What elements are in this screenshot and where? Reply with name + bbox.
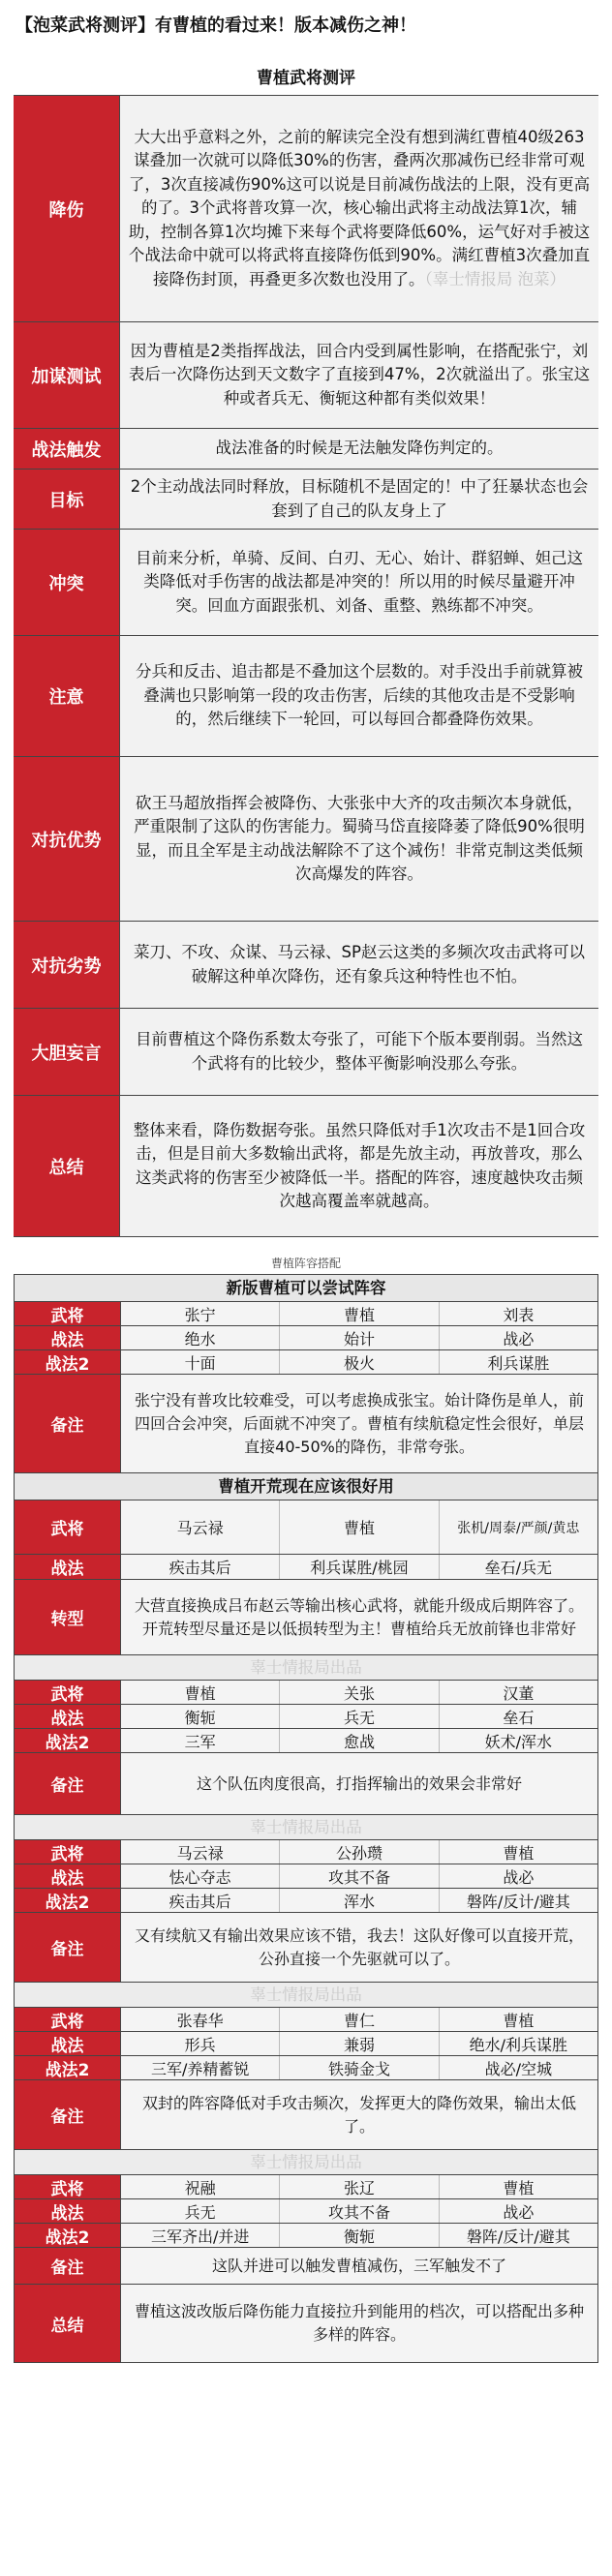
cell: 极火 [280, 1350, 439, 1374]
note-text: 这队并进可以触发曹植减伤，三军触发不了 [211, 2256, 506, 2275]
review-row [14, 1096, 598, 1237]
cell: 曹植 [503, 2178, 535, 2197]
lineup-row-generals [15, 1302, 597, 1326]
cell: 疾击其后 [121, 1889, 280, 1912]
row-text-body: 砍王马超放指挥会被降伤、大张张中大齐的攻击频次本身就低，严重限制了这队的伤害能力。蜀骑马岱直接降萎了降低90%很明显，而且全军是主动战法解除不了这个减伤！非常克制这类低频次高爆发的阵容。 [134, 793, 585, 883]
cell: 张春华 [121, 2008, 280, 2031]
row-label: 战法2 [15, 1889, 121, 1912]
cell: 磐阵/反计/避其 [466, 2227, 570, 2246]
row-text [120, 429, 598, 469]
post-title: 【泡菜武将测评】有曹植的看过来！版本减伤之神！ [15, 15, 416, 36]
lineup-row-note [15, 1913, 597, 1983]
row-label: 武将 [15, 1500, 121, 1554]
review-table [14, 95, 598, 1237]
cell: 关张 [280, 1681, 439, 1704]
cell: 浑水 [280, 1889, 439, 1912]
cell: 绝水 [121, 1326, 280, 1349]
watermark-text: （辜士情报局 泡菜） [424, 269, 566, 288]
lineup-row-skill [15, 2032, 597, 2056]
cell: 衡轭 [121, 1705, 280, 1728]
review-row [14, 530, 598, 636]
cell: 张宁 [121, 1302, 280, 1325]
review-title: 曹植武将测评 [257, 69, 355, 88]
lineup-row-skill [15, 1705, 597, 1729]
row-label: 对抗优势 [14, 757, 120, 921]
cell: 攻其不备 [280, 2199, 439, 2223]
row-text [120, 470, 598, 529]
row-label: 武将 [15, 1681, 121, 1704]
row-label: 战法2 [15, 1350, 121, 1374]
cell: 妖术/浑水 [484, 1732, 553, 1751]
cell: 公孙瓒 [280, 1840, 439, 1864]
cell: 磐阵/反计/避其 [466, 1892, 570, 1911]
watermark-band: 辜士情报局出品 [15, 1655, 597, 1681]
lineup-row-generals [15, 1500, 597, 1555]
row-text-body: 整体来看，降伤数据夸张。虽然只降低对手1次攻击不是1回合攻击，但是目前大多数输出武将，都是先放主动，再放普攻，那么这类武将的伤害至少被降低一半。搭配的阵容，速度越快攻击频次越高覆盖率就越高。 [133, 1120, 586, 1210]
cell: 曹植 [280, 1500, 439, 1554]
lineup-row-transform [15, 1580, 597, 1655]
watermark-band: 辜士情报局出品 [15, 1983, 597, 2008]
cell: 曹植 [280, 1302, 439, 1325]
lineup-title: 新版曹植可以尝试阵容 [15, 1275, 597, 1302]
lineup-row-note [15, 1375, 597, 1473]
review-row [14, 757, 598, 922]
cell: 十面 [121, 1350, 280, 1374]
row-label: 备注 [15, 1753, 121, 1814]
review-row [14, 636, 598, 757]
cell: 疾击其后 [121, 1555, 280, 1579]
cell: 曹植 [503, 2011, 535, 2030]
review-row [14, 1009, 598, 1096]
lineup-row-skill2 [15, 2224, 597, 2248]
cell: 曹植 [121, 1681, 280, 1704]
review-row [14, 96, 598, 322]
review-row [14, 470, 598, 530]
lineup-row-skill [15, 2199, 597, 2224]
review-row [14, 322, 598, 429]
watermark-band: 辜士情报局出品 [15, 1815, 597, 1840]
lineup-row-skill2 [15, 1889, 597, 1913]
row-text-body: 分兵和反击、追击都是不叠加这个层数的。对手没出手前就算被叠满也只影响第一段的攻击伤害，后续的其他攻击是不受影响的，然后继续下一轮回，可以每回合都叠降伤效果。 [136, 662, 583, 729]
row-label: 战法2 [15, 1729, 121, 1752]
lineup-row-skill2 [15, 1729, 597, 1753]
lineup-row-generals [15, 1681, 597, 1705]
row-label: 大胆妄言 [14, 1009, 120, 1095]
row-label: 战法2 [15, 2224, 121, 2247]
cell: 三军 [121, 1729, 280, 1752]
row-text-body: 菜刀、不攻、众谋、马云禄、SP赵云这类的多频次攻击武将可以破解这种单次降伤，还有象兵这种特性也不怕。 [134, 943, 585, 985]
row-text-body: 2个主动战法同时释放，目标随机不是固定的！中了狂暴状态也会套到了自己的队友身上了 [130, 477, 589, 520]
lineup-title: 曹植开荒现在应该很好用 [15, 1473, 597, 1500]
lineup-row-note [15, 2080, 597, 2150]
summary-text: 曹植这波改版后降伤能力直接拉升到能用的档次，可以搭配出多种多样的阵容。 [134, 2302, 584, 2344]
row-label: 总结 [14, 1096, 120, 1236]
row-label: 战法 [15, 1326, 121, 1349]
note-text: 这个队伍肉度很高，打指挥输出的效果会非常好 [196, 1773, 522, 1793]
row-text [120, 1096, 598, 1236]
row-text [120, 1009, 598, 1095]
cell: 战必 [503, 1867, 535, 1887]
lineup-row-generals [15, 1840, 597, 1864]
cell: 铁骑金戈 [280, 2056, 439, 2079]
row-text [120, 922, 598, 1008]
cell: 战必 [503, 1329, 535, 1349]
lineup-row-summary [15, 2285, 597, 2362]
cell: 三军/养精蓄锐 [121, 2056, 280, 2079]
row-label: 战法 [15, 2032, 121, 2055]
lineup-row-generals [15, 2175, 597, 2199]
row-label: 备注 [15, 1375, 121, 1472]
cell: 战必 [503, 2202, 535, 2222]
row-label: 备注 [15, 2248, 121, 2284]
row-label: 冲突 [14, 530, 120, 635]
row-text [120, 96, 598, 321]
note-text: 张宁没有普攻比较难受，可以考虑换成张宝。始计降伤是单人，前四回合会冲突，后面就不冲突了。曹植有续航稳定性会很好，单层直接40-50%的降伤，非常夸张。 [134, 1390, 584, 1456]
transform-text: 大营直接换成吕布赵云等输出核心武将，就能升级成后期阵容了。开荒转型尽量还是以低损转型为主！曹植给兵无放前锋也非常好 [134, 1595, 584, 1638]
lineup-row-skill [15, 1555, 597, 1580]
cell: 祝融 [121, 2175, 280, 2198]
watermark-band: 辜士情报局出品 [15, 2150, 597, 2175]
cell: 衡轭 [280, 2224, 439, 2247]
cell: 利兵谋胜/桃园 [280, 1555, 439, 1579]
cell: 马云禄 [121, 1840, 280, 1864]
lineup-row-skill2 [15, 2056, 597, 2080]
lineup-row-generals [15, 2008, 597, 2032]
row-text-body: 战法准备的时候是无法触发降伤判定的。 [215, 439, 504, 458]
row-label: 战法2 [15, 2056, 121, 2079]
lineup-row-skill [15, 1864, 597, 1889]
row-label: 战法 [15, 2199, 121, 2223]
cell: 曹植 [503, 1843, 535, 1863]
row-label: 战法触发 [14, 429, 120, 469]
row-label: 加谋测试 [14, 322, 120, 428]
lineup-row-skill2 [15, 1350, 597, 1375]
cell: 垒石/兵无 [484, 1559, 553, 1577]
row-text-body: 目前来分析，单骑、反间、白刃、无心、始计、群貂蝉、妲己这类降低对手伤害的战法都是冲突的！所以用的时候尽量避开冲突。回血方面跟张机、刘备、重整、熟练都不冲突。 [136, 548, 583, 615]
cell: 战必/空城 [484, 2059, 553, 2078]
lineup-caption: 曹植阵容搭配 [270, 1257, 341, 1270]
row-label: 对抗劣势 [14, 922, 120, 1008]
row-text [120, 636, 598, 756]
cell: 兼弱 [280, 2032, 439, 2055]
row-label: 武将 [15, 2175, 121, 2198]
lineup-row-note [15, 2248, 597, 2285]
review-row [14, 922, 598, 1009]
cell: 曹仁 [280, 2008, 439, 2031]
note-text: 又有续航又有输出效果应该不错，我去！这队好像可以直接开荒，公孙直接一个先驱就可以了。 [134, 1925, 584, 1968]
cell: 张辽 [280, 2175, 439, 2198]
row-text [120, 530, 598, 635]
lineup-table [14, 1274, 598, 2363]
row-text-body: 目前曹植这个降伤系数太夸张了，可能下个版本要削弱。当然这个武将有的比较少，整体平衡影响没那么夸张。 [136, 1030, 583, 1073]
cell: 马云禄 [121, 1500, 280, 1554]
cell: 愈战 [280, 1729, 439, 1752]
row-label: 目标 [14, 470, 120, 529]
row-label: 武将 [15, 2008, 121, 2031]
cell: 兵无 [280, 1705, 439, 1728]
cell: 形兵 [121, 2032, 280, 2055]
lineup-row-skill [15, 1326, 597, 1350]
row-label: 战法 [15, 1555, 121, 1579]
cell: 三军齐出/并进 [121, 2224, 280, 2247]
row-label: 转型 [15, 1580, 121, 1654]
row-label: 总结 [15, 2285, 121, 2362]
cell: 攻其不备 [280, 1864, 439, 1888]
row-label: 战法 [15, 1705, 121, 1728]
cell: 怯心夺志 [121, 1864, 280, 1888]
row-label: 武将 [15, 1302, 121, 1325]
note-text: 双封的阵容降低对手攻击频次，发挥更大的降伤效果，输出太低了。 [141, 2093, 576, 2136]
cell: 张机/周泰/严颜/黄忠 [457, 1520, 580, 1536]
row-text-body: 因为曹植是2类指挥战法，回合内受到属性影响，在搭配张宁，刘表后一次降伤达到天文数字了直接到47%，2次就溢出了。张宝这种或者兵无、衡轭这种都有类似效果！ [128, 341, 591, 408]
row-label: 备注 [15, 1913, 121, 1982]
cell: 刘表 [503, 1305, 535, 1324]
cell: 垒石 [503, 1708, 535, 1727]
cell: 始计 [280, 1326, 439, 1349]
row-text [120, 322, 598, 428]
row-text [120, 757, 598, 921]
row-label: 战法 [15, 1864, 121, 1888]
row-label: 注意 [14, 636, 120, 756]
cell: 绝水/利兵谋胜 [469, 2035, 568, 2054]
row-label: 备注 [15, 2080, 121, 2149]
cell: 汉董 [503, 1683, 535, 1703]
cell: 利兵谋胜 [487, 1353, 550, 1373]
review-row [14, 429, 598, 470]
row-label: 武将 [15, 1840, 121, 1864]
cell: 兵无 [121, 2199, 280, 2223]
row-label: 降伤 [14, 96, 120, 321]
row-text-body: 大大出乎意料之外，之前的解读完全没有想到满红曹植40级263谋叠加一次就可以降低30%的伤害，叠两次那减伤已经非常可观了，3次直接减伤90%这可以说是目前减伤战法的上限，没有更高的了。3个武将普攻算一次，核心输出武将主动战法算1次，辅助，控制各算1次均摊下来每个武将要降低60%，运气好对手被这个战法命中就可以将武将直接降伤低到90%。满红曹植3次叠加直接降伤封顶，再叠更多次数也没用了。 [128, 127, 591, 288]
lineup-row-note [15, 1753, 597, 1815]
